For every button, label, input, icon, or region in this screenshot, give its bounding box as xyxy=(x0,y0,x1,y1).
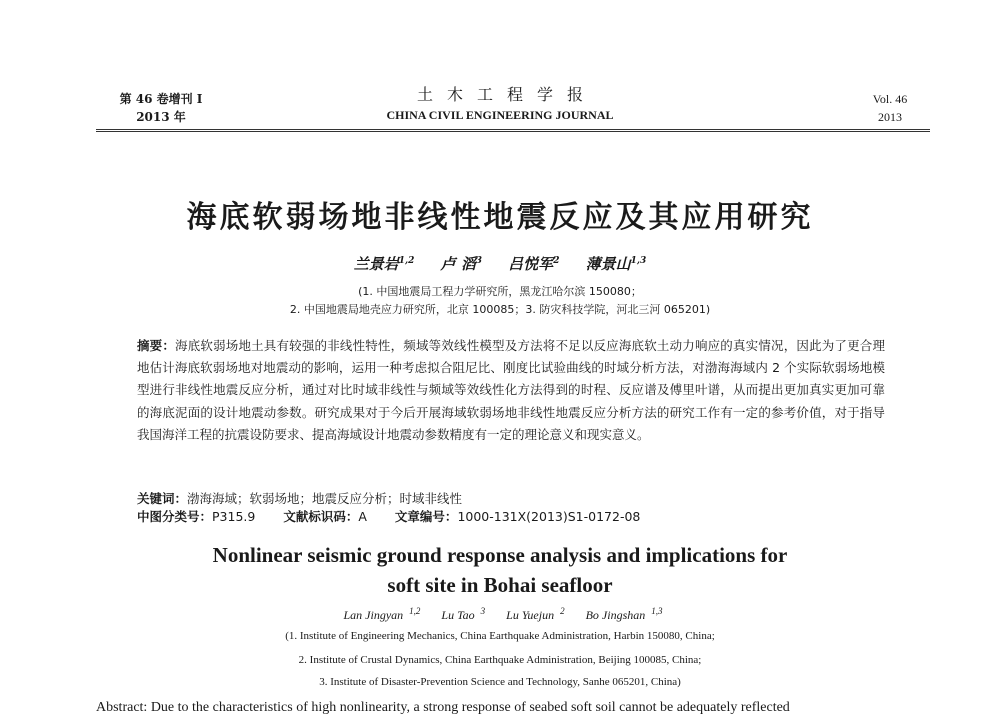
affiliation-en: 3. Institute of Disaster-Prevention Science and Technology, Sanhe 065201, China) xyxy=(319,676,681,688)
paper-title-en xyxy=(0,540,1000,600)
author-sup: 2 xyxy=(553,256,560,266)
author-sup: 1,3 xyxy=(651,606,663,616)
header-volume-en xyxy=(850,90,930,126)
title-en-line2: soft site in Bohai seafloor xyxy=(387,573,613,597)
keywords-text: 渤海海域；软弱场地；地震反应分析；时域非线性 xyxy=(187,491,463,506)
abstract-label: 摘要： xyxy=(137,338,176,353)
header-rule xyxy=(96,129,930,130)
year-cn: 2013 年 xyxy=(136,110,186,124)
author-sup: 2 xyxy=(560,606,565,616)
author-cn: 卢 滔 xyxy=(440,255,476,273)
author-sup: 3 xyxy=(480,606,486,616)
author-en: Lu Tao xyxy=(441,608,475,622)
volume-en: Vol. 46 xyxy=(872,92,908,106)
affiliation-en: 2. Institute of Crustal Dynamics, China Earthquake Administration, Beijing 100085, China; xyxy=(298,654,702,666)
journal-name-cn: 土木工程学报 xyxy=(416,85,597,104)
classification-line xyxy=(137,508,885,526)
doc-code-value: A xyxy=(358,509,367,524)
clc-value: P315.9 xyxy=(212,509,256,524)
header-rule-second xyxy=(96,131,930,132)
affiliation-en: (1. Institute of Engineering Mechanics, China Earthquake Administration, Harbin 150080, China; xyxy=(285,630,715,642)
header-volume-cn xyxy=(96,90,226,126)
abstract-text: 海底软弱场地土具有较强的非线性特性，频域等效线性模型及方法将不足以反应海底软土动力响应的真实情况，因此为了更合理地估计海底软弱场地对地震动的影响，运用一种考虑拟合阻尼比、刚度比试验曲线的时域分析方法，对渤海海域内 2 个实际软弱场地模型进行非线性地震反应分析，通过对比时域非线性与频域等效线性化方法得到的时程、反应谱及傅里叶谱，从而提出更加真实更加可靠的海底泥面的设计地震动参数。研究成果对于今后开展海域软弱场地非线性地震反应分析方法的研究工作有一定的参考价值，对于指导我国海洋工程的抗震设防要求、提高海域设计地震动参数精度有一定的理论意义和现实意义。 xyxy=(137,338,885,442)
author-en: Bo Jingshan xyxy=(585,608,646,622)
doc-code-label: 文献标识码： xyxy=(283,509,359,524)
author-cn: 兰景岩 xyxy=(353,255,399,273)
author-sup: 3 xyxy=(475,256,483,266)
volume-cn: 第 46 卷增刊 I xyxy=(119,92,203,106)
authors-en xyxy=(0,606,1000,623)
affiliation-cn: (1. 中国地震局工程力学研究所，黑龙江哈尔滨 150080； xyxy=(358,285,642,298)
author-en: Lan Jingyan xyxy=(343,608,404,622)
keywords-cn xyxy=(137,490,885,508)
paper-title-cn: 海底软弱场地非线性地震反应及其应用研究 xyxy=(186,200,814,235)
author-cn: 薄景山 xyxy=(585,255,631,273)
author-cn: 吕悦军 xyxy=(508,255,554,273)
journal-masthead xyxy=(330,84,670,124)
abstract-en-partial: Abstract: Due to the characteristics of high nonlinearity, a strong response of seabed soft soil cannot be adequately reflected xyxy=(96,700,790,715)
abstract-cn xyxy=(137,335,885,446)
author-sup: 1,2 xyxy=(409,606,421,616)
authors-cn xyxy=(0,253,1000,274)
affiliation-cn: 2. 中国地震局地壳应力研究所，北京 100085；3. 防灾科技学院，河北三河 065201) xyxy=(289,303,711,316)
article-number-label: 文章编号： xyxy=(394,509,458,524)
keywords-label: 关键词： xyxy=(137,491,188,506)
author-sup: 1,3 xyxy=(630,256,647,266)
clc-label: 中图分类号： xyxy=(137,509,213,524)
author-sup: 1,2 xyxy=(398,256,415,266)
title-en-line1: Nonlinear seismic ground response analysis and implications for xyxy=(212,543,788,567)
year-en: 2013 xyxy=(878,110,902,124)
author-en: Lu Yuejun xyxy=(506,608,555,622)
article-number-value: 1000-131X(2013)S1-0172-08 xyxy=(457,509,641,524)
journal-name-en: CHINA CIVIL ENGINEERING JOURNAL xyxy=(386,108,614,122)
